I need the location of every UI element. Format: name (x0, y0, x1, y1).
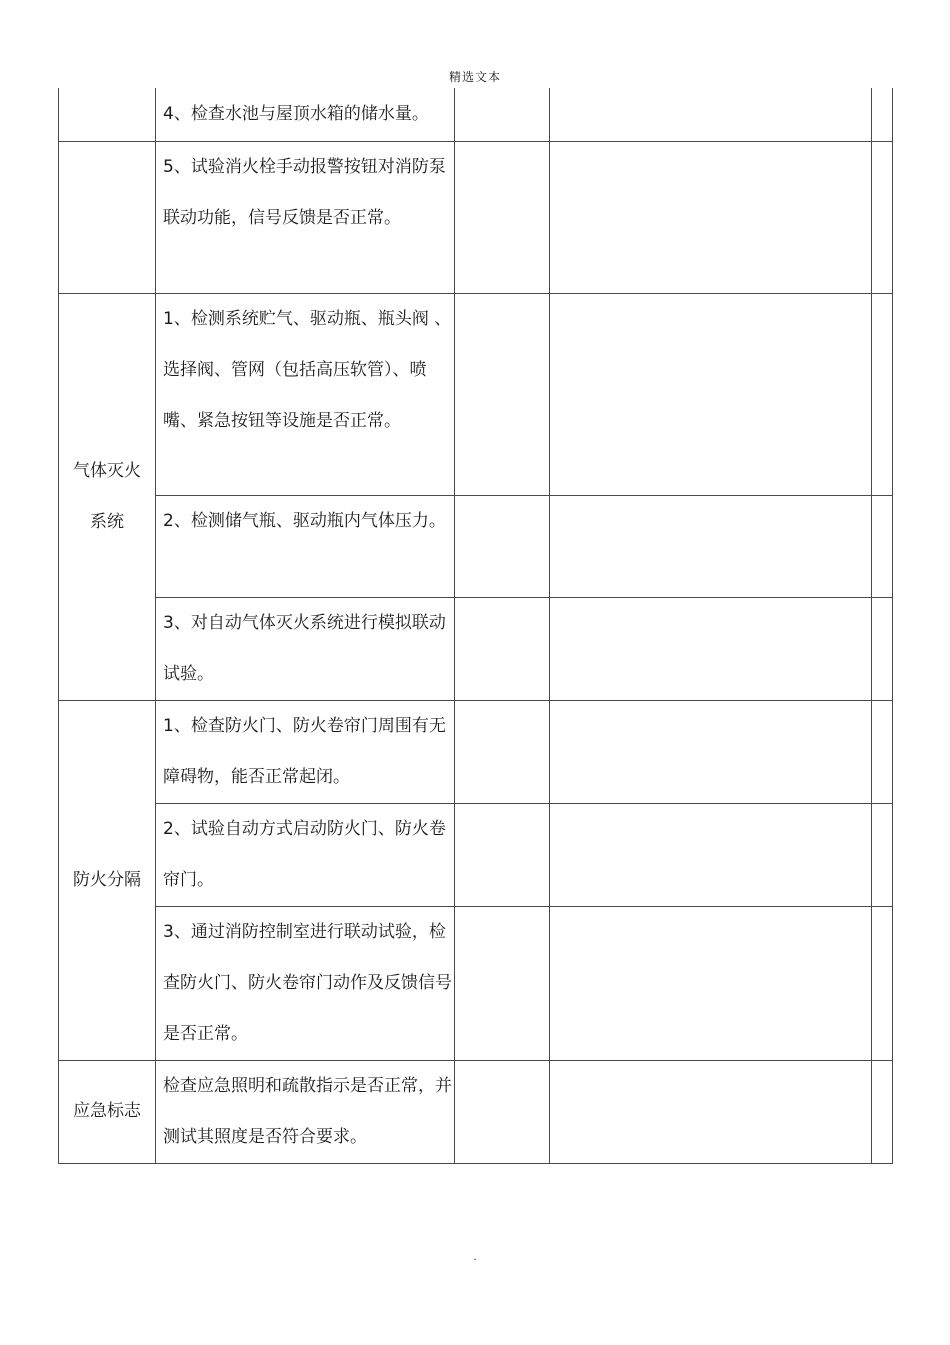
inspection-table (58, 88, 893, 1164)
sign-cell (872, 1060, 893, 1163)
remark-cell (550, 597, 872, 700)
sign-cell (872, 597, 893, 700)
result-cell (455, 495, 550, 597)
result-cell (455, 906, 550, 1060)
remark-cell (550, 88, 872, 141)
page-footer: . (473, 1252, 477, 1263)
remark-cell (550, 293, 872, 495)
system-cell-empty (59, 88, 156, 141)
page-header: 精选文本 (448, 70, 501, 84)
result-cell (455, 803, 550, 906)
check-item: 1、检查防火门、防火卷帘门周围有无障碍物，能否正常起闭。 (156, 700, 455, 803)
sign-cell (872, 88, 893, 141)
result-cell (455, 1060, 550, 1163)
remark-cell (550, 803, 872, 906)
check-item: 4、检查水池与屋顶水箱的储水量。 (156, 88, 455, 141)
check-item: 1、检测系统贮气、驱动瓶、瓶头阀 、选择阀、管网（包括高压软管）、喷嘴、紧急按钮等设施是否正常。 (156, 293, 455, 495)
check-item: 2、试验自动方式启动防火门、防火卷帘门。 (156, 803, 455, 906)
result-cell (455, 141, 550, 293)
remark-cell (550, 495, 872, 597)
remark-cell (550, 1060, 872, 1163)
sign-cell (872, 293, 893, 495)
result-cell (455, 88, 550, 141)
check-item: 5、试验消火栓手动报警按钮对消防泵联动功能，信号反馈是否正常。 (156, 141, 455, 293)
result-cell (455, 597, 550, 700)
sign-cell (872, 700, 893, 803)
sign-cell (872, 906, 893, 1060)
check-item: 3、通过消防控制室进行联动试验，检查防火门、防火卷帘门动作及反馈信号是否正常。 (156, 906, 455, 1060)
sign-cell (872, 141, 893, 293)
check-item: 2、检测储气瓶、驱动瓶内气体压力。 (156, 495, 455, 597)
sign-cell (872, 495, 893, 597)
remark-cell (550, 141, 872, 293)
system-label: 气体灭火系统 (59, 293, 156, 700)
remark-cell (550, 700, 872, 803)
check-item: 3、对自动气体灭火系统进行模拟联动试验。 (156, 597, 455, 700)
system-label: 防火分隔 (59, 700, 156, 1060)
sign-cell (872, 803, 893, 906)
remark-cell (550, 906, 872, 1060)
system-cell-empty (59, 141, 156, 293)
result-cell (455, 700, 550, 803)
result-cell (455, 293, 550, 495)
system-label: 应急标志 (59, 1060, 156, 1163)
check-item: 检查应急照明和疏散指示是否正常，并测试其照度是否符合要求。 (156, 1060, 455, 1163)
